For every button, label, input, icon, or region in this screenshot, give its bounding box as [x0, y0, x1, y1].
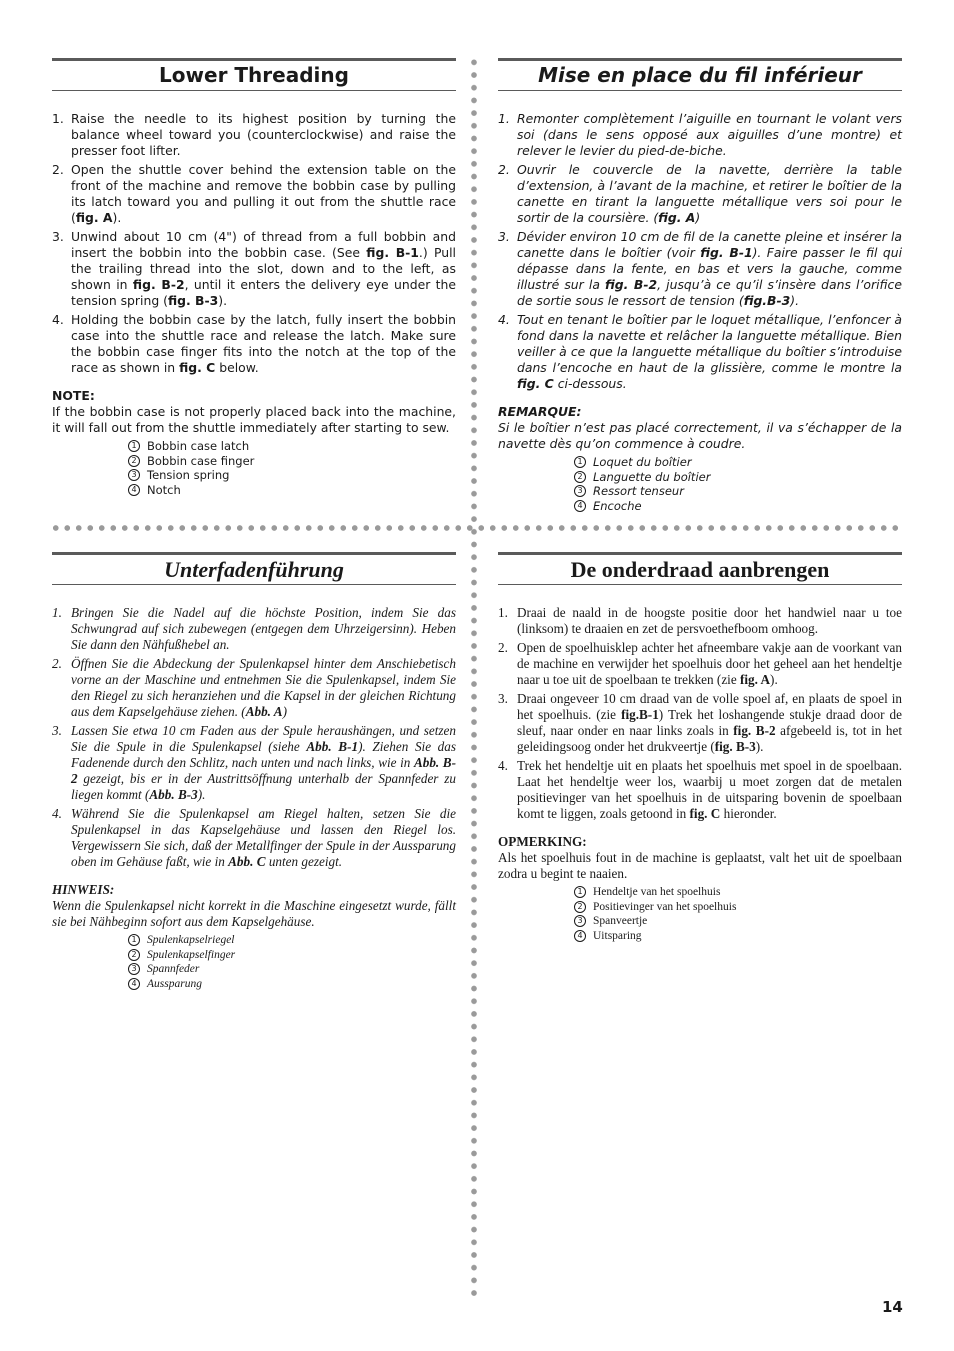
- section-title: Unterfadenführung: [52, 552, 456, 585]
- circled-number: 1: [574, 886, 586, 898]
- part-item: [128, 948, 456, 963]
- parts-legend: [574, 455, 902, 513]
- part-item: [128, 977, 456, 992]
- step-text: Holding the bobbin case by the latch, fully insert the bobbin case into the shuttle race and release the latch. Make sure the bobbin case finger fits into the notch at the top of the race as shown in: [71, 312, 456, 375]
- step-text: , jusqu’à ce qu’il s’insère dans l’orifice de sortie sous le ressort de tension (: [517, 277, 902, 308]
- figure-reference: fig. B-3: [714, 739, 756, 754]
- circled-number: 3: [128, 963, 140, 975]
- part-item: [574, 470, 902, 485]
- step-number: 2.: [498, 162, 510, 177]
- circled-number: 1: [574, 456, 586, 468]
- step-item: [52, 162, 456, 226]
- part-item: [128, 454, 456, 469]
- figure-reference: fig. A: [75, 210, 113, 225]
- part-label: Notch: [147, 482, 181, 497]
- section-body: [52, 605, 456, 991]
- circled-number: 4: [574, 500, 586, 512]
- step-number: 4.: [498, 758, 508, 773]
- vertical-dotted-divider: [471, 56, 477, 1296]
- step-number: 4.: [498, 312, 510, 327]
- note-title: HINWEIS:: [52, 882, 115, 897]
- figure-reference: fig. C: [517, 376, 554, 391]
- steps-list: [52, 111, 456, 376]
- figure-reference: fig.B-1: [621, 707, 659, 722]
- note-title: REMARQUE:: [498, 404, 582, 419]
- step-text: Raise the needle to its highest position by turning the balance wheel toward you (counterclockwise) and raise the presser foot lifter.: [71, 111, 456, 158]
- parts-legend: [128, 439, 456, 497]
- figure-reference: Abb. B-2: [71, 755, 456, 786]
- part-label: Spannfeder: [147, 963, 200, 975]
- step-text: Remonter complètement l’aiguille en tournant le volant vers soi (dans le sens opposé aux aiguilles d’une montre) et relever le levier du pied-de-biche.: [517, 111, 902, 158]
- circled-number: 2: [574, 901, 586, 913]
- part-item: [128, 933, 456, 948]
- section-title: Lower Threading: [52, 58, 456, 91]
- step-number: 1.: [52, 111, 64, 126]
- part-label: Uitsparing: [593, 929, 642, 942]
- step-number: 4.: [52, 312, 64, 327]
- step-text: , until it enters the delivery eye under the tension spring (: [71, 277, 456, 308]
- part-label: Languette du boîtier: [593, 469, 711, 484]
- step-text: ci-dessous.: [553, 376, 627, 391]
- step-item: [498, 111, 902, 159]
- circled-number: 3: [574, 485, 586, 497]
- step-text: ).: [755, 739, 764, 754]
- steps-list: [498, 111, 902, 392]
- step-item: [52, 723, 456, 803]
- step-item: [498, 640, 902, 688]
- section-lower-threading: [52, 58, 456, 497]
- step-text: ).: [770, 672, 778, 687]
- step-item: [498, 605, 902, 637]
- part-label: Hendeltje van het spoelhuis: [593, 886, 721, 898]
- step-text: .) Pull the trailing thread into the slot, down and to the left, as shown in: [71, 245, 456, 292]
- circled-number: 2: [574, 471, 586, 483]
- section-mise-en-place: [498, 58, 902, 513]
- figure-reference: fig. A: [740, 672, 771, 687]
- step-item: [52, 605, 456, 653]
- step-text: Open the shuttle cover behind the extension table on the front of the machine and remove the bobbin case by pulling its latch toward you and pulling it out from the shuttle race (: [71, 162, 456, 225]
- figure-reference: fig. B-2: [733, 723, 776, 738]
- step-number: 3.: [52, 723, 62, 738]
- step-text: Lassen Sie etwa 10 cm Faden aus der Spule heraushängen, und setzen Sie die Spule in die Spulenkapsel (siehe: [71, 723, 456, 754]
- part-item: [574, 914, 902, 929]
- section-body: [52, 111, 456, 497]
- step-text: ). Ziehen Sie das Fadenende durch den Schlitz, nach unten und nach links, wie in: [71, 739, 457, 770]
- note-text: Wenn die Spulenkapsel nicht korrekt in die Maschine eingesetzt wurde, fällt sie bei Nähbeginn sofort aus dem Kapselgehäuse.: [52, 898, 456, 929]
- step-text: Dévider environ 10 cm de fil de la canette pleine et insérer la canette dans le boîtier (voir: [517, 229, 902, 260]
- part-item: [574, 484, 902, 499]
- figure-reference: fig. B-2: [132, 277, 185, 292]
- figure-reference: Abb. C: [228, 854, 266, 869]
- part-label: Bobbin case finger: [147, 453, 255, 468]
- note-text: If the bobbin case is not properly placed back into the machine, it will fall out from the shuttle immediately after starting to sew.: [52, 404, 456, 435]
- step-number: 2.: [52, 162, 64, 177]
- step-text: Trek het hendeltje uit en plaats het spoelhuis met spoel in de spoelbaan. Laat het hendeltje weer los, waarbij u moet zorgen dat de metalen positievinger van het spoelhuis in de uitsparing bovenin de spoelbaan komt te liggen, zoals getoond in: [517, 758, 902, 821]
- circled-number: 3: [574, 915, 586, 927]
- part-item: [574, 900, 902, 915]
- step-text: Open de spoelhuisklep achter het afneembare vakje aan de voorkant van de machine en verwijder het spoelhuis door het geheel aan het hendeltje naar u toe uit de spoelbaan te trekken (zie: [517, 640, 902, 687]
- section-body: [498, 605, 902, 943]
- part-label: Spulenkapselriegel: [147, 934, 235, 946]
- figure-reference: Abb. A: [245, 704, 283, 719]
- step-text: Unwind about 10 cm (4") of thread from a full bobbin and insert the bobbin into the bobbin case. (See: [71, 229, 456, 260]
- figure-reference: fig. B-1: [366, 245, 419, 260]
- circled-number: 4: [128, 978, 140, 990]
- part-item: [574, 885, 902, 900]
- step-number: 2.: [498, 640, 508, 655]
- figure-reference: fig.B-3: [743, 293, 791, 308]
- part-item: [574, 455, 902, 470]
- part-item: [574, 929, 902, 944]
- page-number: 14: [882, 1298, 903, 1316]
- part-label: Aussparung: [147, 977, 202, 990]
- step-number: 1.: [498, 111, 510, 126]
- step-text: ): [282, 704, 287, 719]
- step-text: ).: [112, 210, 122, 225]
- note-title: OPMERKING:: [498, 834, 587, 849]
- step-item: [498, 758, 902, 822]
- step-item: [52, 312, 456, 376]
- part-label: Spanveertje: [593, 915, 648, 927]
- steps-list: [52, 605, 456, 870]
- figure-reference: fig. B-2: [605, 277, 658, 292]
- section-body: [498, 111, 902, 513]
- step-text: unten gezeigt.: [265, 854, 343, 869]
- step-text: ).: [197, 787, 206, 802]
- figure-reference: fig. C: [179, 360, 216, 375]
- circled-number: 1: [128, 934, 140, 946]
- parts-legend: [574, 885, 902, 943]
- step-text: ).: [218, 293, 228, 308]
- step-text: Tout en tenant le boîtier par le loquet métallique, l’enfoncer à fond dans la navette et relâcher la languette métallique. Bien veiller à ce que la languette métallique du boîtier s’introduise dans l’encoche en haut de la glissière, comme le montre la: [517, 312, 902, 375]
- part-item: [128, 483, 456, 498]
- circled-number: 1: [128, 440, 140, 452]
- part-item: [128, 962, 456, 977]
- part-label: Bobbin case latch: [147, 439, 250, 453]
- step-item: [498, 229, 902, 309]
- step-number: 1.: [498, 605, 508, 620]
- figure-reference: Abb. B-3: [149, 787, 198, 802]
- step-text: ): [695, 210, 701, 225]
- figure-reference: fig. C: [689, 806, 721, 821]
- section-unterfadenfuehrung: [52, 552, 456, 991]
- figure-reference: Abb. B-1: [306, 739, 359, 754]
- step-text: afgebeeld is, tot in het geleidingsoog onder het drukveertje (: [517, 723, 902, 754]
- part-label: Spulenkapselfinger: [147, 948, 236, 961]
- step-text: ).: [790, 293, 800, 308]
- step-number: 2.: [52, 656, 62, 671]
- step-item: [52, 111, 456, 159]
- step-text: ) Trek het loshangende stukje draad door de sleuf, naar onder en naar links zoals in: [517, 707, 902, 738]
- step-text: below.: [215, 360, 259, 375]
- part-item: [574, 499, 902, 514]
- step-item: [52, 229, 456, 309]
- step-item: [498, 312, 902, 392]
- step-text: ). Faire passer le fil qui dépasse dans la fente, en bas et vers la gauche, comme illustré sur la: [517, 245, 903, 292]
- step-text: Bringen Sie die Nadel auf die höchste Position, indem Sie das Schwungrad auf sich zubewegen (entgegen dem Uhrzeigersinn). Heben Sie dann den Nähfußhebel an.: [71, 605, 456, 652]
- steps-list: [498, 605, 902, 822]
- step-text: Öffnen Sie die Abdeckung der Spulenkapsel hinter dem Anschiebetisch vorne an der Maschine und entnehmen Sie die Spulenkapsel, indem Sie den Riegel zu sich heranziehen und die Kapsel in der gleichen Richtung aus dem Kapselgehäuse ziehen. (: [71, 656, 456, 719]
- part-label: Loquet du boîtier: [593, 455, 692, 469]
- step-text: Ouvrir le couvercle de la navette, derrière la table d’extension, à l’avant de la machine, et retirer le boîtier de la canette en tirant la languette métallique vers soi pour le sortir de la coursière. (: [517, 162, 902, 225]
- step-text: hieronder.: [720, 806, 777, 821]
- part-label: Encoche: [593, 498, 642, 513]
- note-text: Si le boîtier n’est pas placé correctement, il va s’échapper de la navette dès qu’on commence à coudre.: [498, 420, 902, 451]
- step-number: 3.: [52, 229, 64, 244]
- step-text: Während Sie die Spulenkapsel am Riegel halten, setzen Sie die Spulenkapsel in das Kapselgehäuse und lassen den Riegel los. Vergewissern Sie sich, daß der Metallfinger der Spule in der Aussparung oben im Gehäuse faßt, wie in: [71, 806, 456, 869]
- section-title: Mise en place du fil inférieur: [498, 58, 902, 91]
- note-title: NOTE:: [52, 388, 95, 403]
- section-title: De onderdraad aanbrengen: [498, 552, 902, 585]
- step-number: 3.: [498, 691, 508, 706]
- step-text: Draai ongeveer 10 cm draad van de volle spoel af, en plaats de spoel in het spoelhuis. (zie: [517, 691, 902, 722]
- circled-number: 2: [128, 949, 140, 961]
- part-label: Tension spring: [147, 468, 230, 482]
- parts-legend: [128, 933, 456, 991]
- horizontal-dotted-divider: [50, 525, 904, 531]
- figure-reference: fig. B-1: [700, 245, 753, 260]
- step-number: 1.: [52, 605, 62, 620]
- step-text: gezeigt, bis er in der Austrittsöffnung unterhalb der Spannfeder zu liegen kommt (: [71, 771, 456, 802]
- step-number: 4.: [52, 806, 62, 821]
- step-item: [498, 691, 902, 755]
- step-item: [52, 806, 456, 870]
- part-item: [128, 439, 456, 454]
- figure-reference: fig. B-3: [167, 293, 219, 308]
- step-item: [52, 656, 456, 720]
- step-number: 3.: [498, 229, 510, 244]
- part-label: Positievinger van het spoelhuis: [593, 900, 737, 913]
- section-onderdraad: [498, 552, 902, 943]
- figure-reference: fig. A: [658, 210, 696, 225]
- step-text: Draai de naald in de hoogste positie door het handwiel naar u toe (linksom) te draaien en zet de persvoethefboom omhoog.: [517, 605, 902, 636]
- part-item: [128, 468, 456, 483]
- circled-number: 3: [128, 469, 140, 481]
- circled-number: 2: [128, 455, 140, 467]
- circled-number: 4: [128, 484, 140, 496]
- circled-number: 4: [574, 930, 586, 942]
- step-item: [498, 162, 902, 226]
- part-label: Ressort tenseur: [593, 484, 684, 498]
- note-text: Als het spoelhuis fout in de machine is geplaatst, valt het uit de spoelbaan zodra u begint te naaien.: [498, 850, 902, 881]
